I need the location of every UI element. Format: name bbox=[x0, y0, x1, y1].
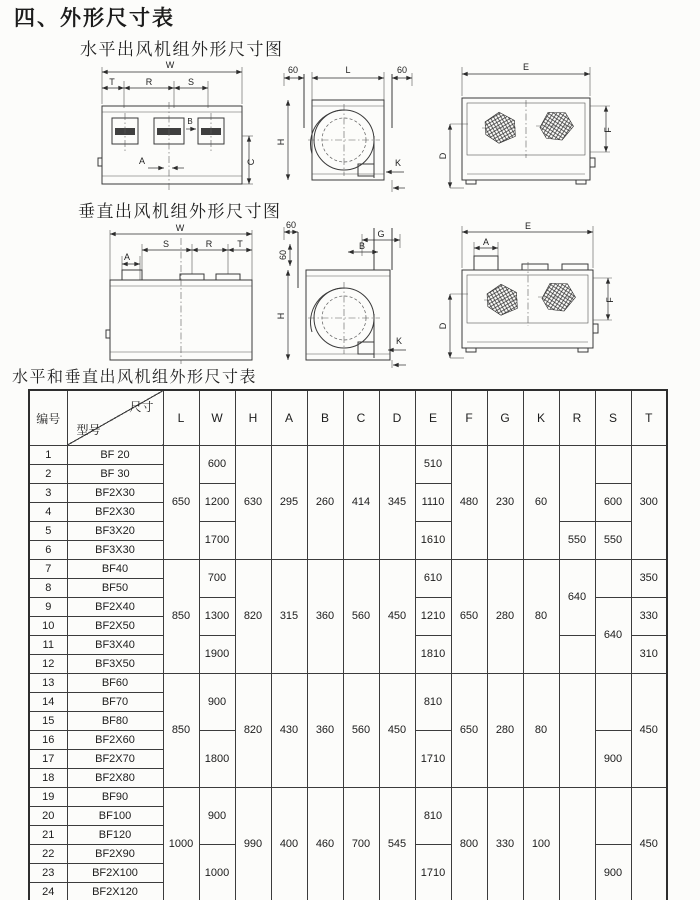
model-cell: BF2X80 bbox=[67, 769, 163, 788]
model-cell: BF2X100 bbox=[67, 864, 163, 883]
dim-cell-E: 510 bbox=[415, 446, 451, 484]
dim-label-a: A bbox=[482, 237, 490, 247]
model-cell: BF90 bbox=[67, 788, 163, 807]
dim-cell-S bbox=[595, 674, 631, 731]
dim-cell-K: 100 bbox=[523, 788, 559, 900]
model-cell: BF3X20 bbox=[67, 522, 163, 541]
dim-cell-S: 900 bbox=[595, 845, 631, 900]
dim-cell-K: 80 bbox=[523, 674, 559, 788]
dimension-table-caption: 水平和垂直出风机组外形尺寸表 bbox=[12, 369, 258, 386]
header-col-E: E bbox=[415, 390, 451, 446]
dim-cell-B: 260 bbox=[307, 446, 343, 560]
dim-cell-C: 560 bbox=[343, 560, 379, 674]
dim-cell-G: 330 bbox=[487, 788, 523, 900]
dim-label-d: D bbox=[438, 322, 448, 330]
row-number-cell: 13 bbox=[29, 674, 67, 693]
row-number-cell: 8 bbox=[29, 579, 67, 598]
dim-cell-A: 295 bbox=[271, 446, 307, 560]
dim-cell-W: 700 bbox=[199, 560, 235, 598]
row-number-cell: 7 bbox=[29, 560, 67, 579]
dim-cell-R bbox=[559, 788, 595, 900]
header-col-B: B bbox=[307, 390, 343, 446]
dim-label-60-left: 60 bbox=[287, 65, 299, 75]
vertical-front-view-drawing bbox=[94, 222, 269, 367]
vertical-unit-caption: 垂直出风机组外形尺寸图 bbox=[78, 202, 282, 221]
dim-cell-C: 560 bbox=[343, 674, 379, 788]
header-col-S: S bbox=[595, 390, 631, 446]
row-number-cell: 6 bbox=[29, 541, 67, 560]
dim-cell-L: 1000 bbox=[163, 788, 199, 900]
model-cell: BF2X50 bbox=[67, 617, 163, 636]
dim-label-s: S bbox=[162, 239, 170, 249]
dim-cell-W: 600 bbox=[199, 446, 235, 484]
header-col-W: W bbox=[199, 390, 235, 446]
dim-cell-F: 800 bbox=[451, 788, 487, 900]
row-number-cell: 1 bbox=[29, 446, 67, 465]
dim-cell-E: 1710 bbox=[415, 731, 451, 788]
dim-cell-W: 1700 bbox=[199, 522, 235, 560]
row-number-cell: 19 bbox=[29, 788, 67, 807]
row-number-cell: 10 bbox=[29, 617, 67, 636]
dim-cell-W: 1900 bbox=[199, 636, 235, 674]
horizontal-unit-caption: 水平出风机组外形尺寸图 bbox=[80, 40, 284, 59]
header-dim-label: 尺寸 bbox=[129, 400, 154, 414]
model-cell: BF 20 bbox=[67, 446, 163, 465]
dim-cell-S bbox=[595, 788, 631, 845]
model-cell: BF3X50 bbox=[67, 655, 163, 674]
dim-cell-H: 820 bbox=[235, 674, 271, 788]
dim-label-d: D bbox=[438, 152, 448, 160]
horizontal-rear-view-drawing bbox=[438, 58, 628, 198]
dim-label-k: K bbox=[395, 158, 402, 168]
dim-cell-T: 350 bbox=[631, 560, 667, 598]
dim-label-k: K bbox=[396, 336, 403, 346]
dim-cell-G: 280 bbox=[487, 560, 523, 674]
model-cell: BF2X70 bbox=[67, 750, 163, 769]
model-cell: BF3X30 bbox=[67, 541, 163, 560]
row-number-cell: 24 bbox=[29, 883, 67, 900]
dim-label-h: H bbox=[276, 312, 286, 320]
dim-cell-B: 360 bbox=[307, 560, 343, 674]
table-header-row bbox=[29, 390, 667, 446]
dim-cell-A: 315 bbox=[271, 560, 307, 674]
dim-cell-R: 640 bbox=[559, 560, 595, 636]
dim-cell-W: 1000 bbox=[199, 845, 235, 900]
dim-label-a: A bbox=[138, 156, 146, 166]
dim-cell-T: 300 bbox=[631, 446, 667, 560]
header-col-T: T bbox=[631, 390, 667, 446]
dimension-table bbox=[28, 389, 668, 900]
row-number-cell: 20 bbox=[29, 807, 67, 826]
dim-label-r: R bbox=[145, 77, 153, 87]
dim-label-t: T bbox=[109, 77, 115, 87]
dim-label-60-side: 60 bbox=[278, 249, 288, 261]
model-cell: BF120 bbox=[67, 826, 163, 845]
dim-cell-T: 450 bbox=[631, 674, 667, 788]
vertical-rear-view-drawing bbox=[438, 218, 628, 368]
dim-cell-F: 650 bbox=[451, 560, 487, 674]
dim-cell-L: 850 bbox=[163, 674, 199, 788]
model-cell: BF100 bbox=[67, 807, 163, 826]
header-row-number: 编号 bbox=[29, 390, 67, 446]
table-row bbox=[29, 674, 667, 693]
dim-cell-E: 810 bbox=[415, 788, 451, 845]
dim-cell-H: 990 bbox=[235, 788, 271, 900]
dim-label-c: C bbox=[246, 158, 256, 166]
model-cell: BF 30 bbox=[67, 465, 163, 484]
vertical-side-view-drawing bbox=[278, 218, 423, 368]
model-cell: BF50 bbox=[67, 579, 163, 598]
model-cell: BF80 bbox=[67, 712, 163, 731]
dim-table-body bbox=[29, 446, 667, 900]
row-number-cell: 3 bbox=[29, 484, 67, 503]
dim-label-r: R bbox=[205, 239, 213, 249]
dim-cell-T: 310 bbox=[631, 636, 667, 674]
row-number-cell: 9 bbox=[29, 598, 67, 617]
model-cell: BF70 bbox=[67, 693, 163, 712]
dim-label-e: E bbox=[522, 62, 530, 72]
dim-cell-G: 280 bbox=[487, 674, 523, 788]
row-number-cell: 14 bbox=[29, 693, 67, 712]
row-number-cell: 2 bbox=[29, 465, 67, 484]
table-row bbox=[29, 788, 667, 807]
dim-cell-G: 230 bbox=[487, 446, 523, 560]
table-row bbox=[29, 560, 667, 579]
dim-label-t: T bbox=[237, 239, 243, 249]
header-col-F: F bbox=[451, 390, 487, 446]
dim-cell-W: 900 bbox=[199, 674, 235, 731]
header-col-G: G bbox=[487, 390, 523, 446]
header-model-dim-cell bbox=[67, 390, 163, 446]
dim-cell-R: 550 bbox=[559, 522, 595, 560]
dim-cell-E: 1110 bbox=[415, 484, 451, 522]
header-col-R: R bbox=[559, 390, 595, 446]
header-col-L: L bbox=[163, 390, 199, 446]
dim-cell-A: 430 bbox=[271, 674, 307, 788]
dim-cell-D: 345 bbox=[379, 446, 415, 560]
row-number-cell: 4 bbox=[29, 503, 67, 522]
row-number-cell: 11 bbox=[29, 636, 67, 655]
header-col-K: K bbox=[523, 390, 559, 446]
header-model-label: 型号 bbox=[76, 423, 101, 437]
horizontal-front-view-drawing bbox=[86, 58, 256, 198]
model-cell: BF40 bbox=[67, 560, 163, 579]
dim-label-f: F bbox=[605, 297, 615, 303]
dim-label-e: E bbox=[524, 221, 532, 231]
dim-cell-D: 450 bbox=[379, 674, 415, 788]
dim-cell-B: 360 bbox=[307, 674, 343, 788]
dim-cell-K: 60 bbox=[523, 446, 559, 560]
row-number-cell: 12 bbox=[29, 655, 67, 674]
dim-cell-H: 820 bbox=[235, 560, 271, 674]
dim-cell-R bbox=[559, 636, 595, 674]
dim-cell-S: 900 bbox=[595, 731, 631, 788]
dim-cell-H: 630 bbox=[235, 446, 271, 560]
dim-cell-S: 640 bbox=[595, 598, 631, 674]
model-cell: BF60 bbox=[67, 674, 163, 693]
dim-cell-A: 400 bbox=[271, 788, 307, 900]
dim-label-l: L bbox=[345, 65, 351, 75]
dim-cell-S: 600 bbox=[595, 484, 631, 522]
dim-label-f: F bbox=[603, 127, 613, 133]
row-number-cell: 15 bbox=[29, 712, 67, 731]
row-number-cell: 17 bbox=[29, 750, 67, 769]
header-col-C: C bbox=[343, 390, 379, 446]
dim-cell-L: 850 bbox=[163, 560, 199, 674]
dim-cell-E: 1610 bbox=[415, 522, 451, 560]
dim-label-60-right: 60 bbox=[396, 65, 408, 75]
horizontal-side-view-drawing bbox=[278, 58, 423, 198]
model-cell: BF2X30 bbox=[67, 503, 163, 522]
dim-cell-E: 1710 bbox=[415, 845, 451, 900]
dim-cell-E: 1210 bbox=[415, 598, 451, 636]
dim-label-w: W bbox=[175, 223, 185, 233]
model-cell: BF2X120 bbox=[67, 883, 163, 900]
row-number-cell: 18 bbox=[29, 769, 67, 788]
dim-cell-S bbox=[595, 560, 631, 598]
header-col-H: H bbox=[235, 390, 271, 446]
model-cell: BF2X30 bbox=[67, 484, 163, 503]
dim-cell-E: 810 bbox=[415, 674, 451, 731]
dim-cell-W: 1800 bbox=[199, 731, 235, 788]
dim-label-w: W bbox=[165, 60, 175, 70]
header-col-A: A bbox=[271, 390, 307, 446]
dim-label-b: B bbox=[358, 241, 366, 251]
dim-cell-W: 1200 bbox=[199, 484, 235, 522]
dim-cell-K: 80 bbox=[523, 560, 559, 674]
header-col-D: D bbox=[379, 390, 415, 446]
row-number-cell: 23 bbox=[29, 864, 67, 883]
dim-cell-L: 650 bbox=[163, 446, 199, 560]
dim-cell-D: 545 bbox=[379, 788, 415, 900]
dim-cell-B: 460 bbox=[307, 788, 343, 900]
dim-cell-T: 450 bbox=[631, 788, 667, 900]
dim-cell-T: 330 bbox=[631, 598, 667, 636]
dim-cell-E: 1810 bbox=[415, 636, 451, 674]
dim-label-s: S bbox=[187, 77, 195, 87]
model-cell: BF3X40 bbox=[67, 636, 163, 655]
row-number-cell: 5 bbox=[29, 522, 67, 541]
dim-cell-C: 700 bbox=[343, 788, 379, 900]
dim-cell-E: 610 bbox=[415, 560, 451, 598]
dim-label-g: G bbox=[377, 229, 385, 239]
dim-cell-D: 450 bbox=[379, 560, 415, 674]
dim-cell-F: 480 bbox=[451, 446, 487, 560]
model-cell: BF2X90 bbox=[67, 845, 163, 864]
dim-cell-C: 414 bbox=[343, 446, 379, 560]
dim-cell-W: 900 bbox=[199, 788, 235, 845]
dim-label-h: H bbox=[276, 138, 286, 146]
page-title: 四、外形尺寸表 bbox=[14, 7, 175, 30]
row-number-cell: 21 bbox=[29, 826, 67, 845]
dim-cell-R bbox=[559, 446, 595, 522]
dim-cell-W: 1300 bbox=[199, 598, 235, 636]
dim-cell-S: 550 bbox=[595, 522, 631, 560]
model-cell: BF2X40 bbox=[67, 598, 163, 617]
dim-cell-S bbox=[595, 446, 631, 484]
row-number-cell: 16 bbox=[29, 731, 67, 750]
model-cell: BF2X60 bbox=[67, 731, 163, 750]
row-number-cell: 22 bbox=[29, 845, 67, 864]
dim-label-b: B bbox=[187, 117, 193, 126]
table-row bbox=[29, 446, 667, 465]
dim-label-a: A bbox=[123, 252, 131, 262]
dim-label-60-top: 60 bbox=[285, 220, 297, 230]
dim-cell-F: 650 bbox=[451, 674, 487, 788]
dim-cell-R bbox=[559, 674, 595, 788]
